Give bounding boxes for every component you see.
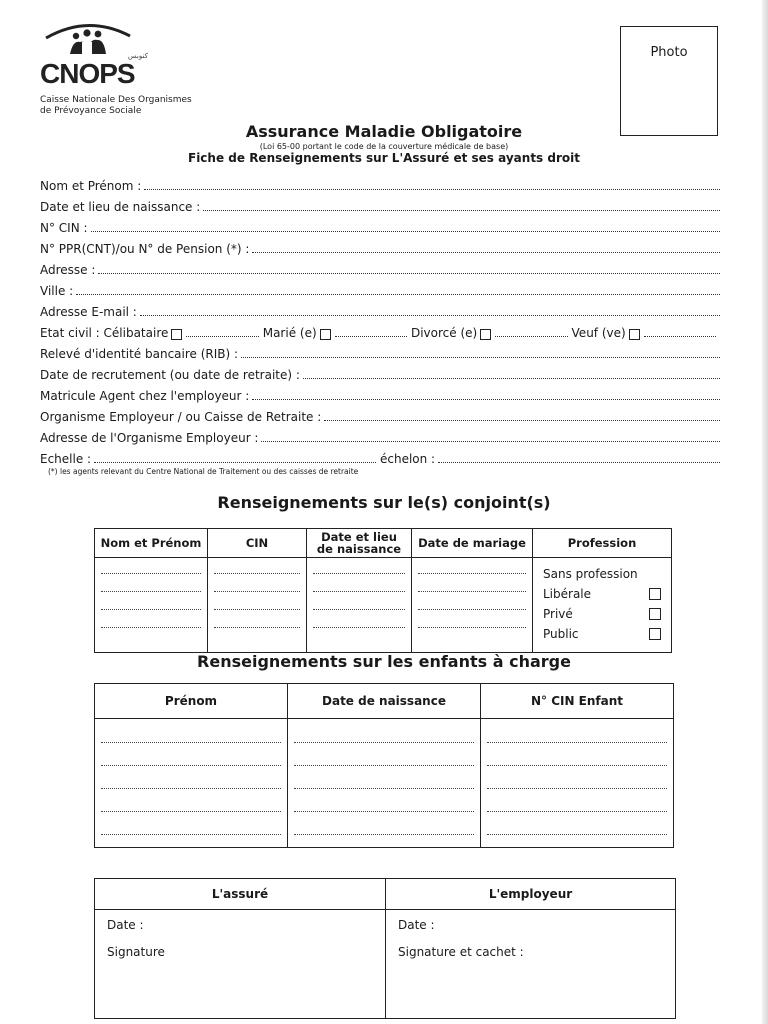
table-header-row [95, 879, 676, 910]
fill-line [335, 336, 407, 337]
fill-line[interactable] [91, 230, 720, 232]
fill-line [418, 608, 526, 610]
fill-line [101, 833, 281, 835]
field-ville[interactable] [40, 277, 720, 298]
field-label: Organisme Employeur / ou Caisse de Retraite : [40, 410, 322, 424]
fill-line [294, 741, 474, 743]
field-label: Relevé d'identité bancaire (RIB) : [40, 347, 239, 361]
field-adresse-organisme[interactable] [40, 424, 720, 445]
profession-label: Sans profession [543, 567, 638, 581]
fill-line[interactable] [140, 314, 720, 316]
photo-box [620, 26, 718, 136]
profession-option[interactable] [543, 584, 663, 604]
profession-label: Public [543, 627, 579, 641]
fill-line [214, 626, 300, 628]
fill-line [487, 833, 667, 835]
field-nom-prenom[interactable] [40, 172, 720, 193]
col-date-lieu-line2: de naissance [316, 542, 402, 556]
fill-line[interactable] [144, 188, 720, 190]
fill-line [313, 590, 405, 592]
fill-line[interactable] [94, 461, 376, 463]
checkbox-liberale[interactable] [649, 588, 661, 600]
checkbox-divorce[interactable] [480, 329, 491, 340]
col-cin-enfant: N° CIN Enfant [481, 684, 674, 719]
civil-widowed-label: Veuf (ve) [571, 326, 626, 340]
fill-line [214, 572, 300, 574]
fill-line [101, 764, 281, 766]
col-prenom: Prénom [95, 684, 288, 719]
logo-family-icon [40, 18, 140, 60]
logo-subtitle-line1: Caisse Nationale Des Organismes [40, 95, 192, 105]
col-nom-prenom: Nom et Prénom [95, 529, 208, 558]
field-cin[interactable] [40, 214, 720, 235]
field-label: Adresse : [40, 263, 96, 277]
fill-line [214, 590, 300, 592]
col-date-lieu-line1: Date et lieu [321, 530, 397, 544]
cell-nom-prenom[interactable] [95, 558, 208, 653]
civil-divorced-label: Divorcé (e) [410, 326, 478, 340]
fill-line [487, 764, 667, 766]
col-profession: Profession [533, 529, 672, 558]
signature-table [94, 878, 676, 1019]
logo-subtitle [40, 95, 192, 117]
logo-arabic-text: ﻛﻨﻮﺑﺲ [128, 52, 148, 60]
enfants-heading: Renseignements sur les enfants à charge [197, 652, 571, 671]
fill-line[interactable] [241, 356, 720, 358]
conjoint-table [94, 528, 672, 653]
field-label: Nom et Prénom : [40, 179, 142, 193]
field-label: N° PPR(CNT)/ou N° de Pension (*) : [40, 242, 250, 256]
table-header-row [95, 529, 672, 558]
fill-line[interactable] [252, 251, 720, 253]
col-date-naissance: Date de naissance [288, 684, 481, 719]
fill-line [644, 336, 716, 337]
checkbox-public[interactable] [649, 628, 661, 640]
field-label: Date de recrutement (ou date de retraite) : [40, 368, 300, 382]
field-organisme-employeur[interactable] [40, 403, 720, 424]
col-date-lieu [307, 529, 412, 558]
checkbox-marie[interactable] [320, 329, 331, 340]
fill-line [186, 336, 258, 337]
cell-prenom[interactable] [95, 719, 288, 848]
logo-subtitle-line2: de Prévoyance Sociale [40, 106, 142, 116]
insured-fields [40, 172, 720, 466]
field-echelle[interactable] [40, 445, 720, 466]
profession-label: Libérale [543, 587, 592, 601]
fill-line [418, 626, 526, 628]
fill-line [101, 608, 201, 610]
fill-line [313, 626, 405, 628]
field-rib[interactable] [40, 340, 720, 361]
echelon-label: échelon : [379, 452, 436, 466]
cell-employeur-signature[interactable] [386, 910, 676, 1019]
cell-date-mariage[interactable] [412, 558, 533, 653]
signature-label: Signature [107, 945, 165, 959]
field-adresse[interactable] [40, 256, 720, 277]
fill-line [418, 590, 526, 592]
cell-date-lieu[interactable] [307, 558, 412, 653]
profession-option[interactable] [543, 604, 663, 624]
footnote: (*) les agents relevant du Centre National de Traitement ou des caisses de retraite [48, 467, 359, 476]
field-label: Matricule Agent chez l'employeur : [40, 389, 250, 403]
profession-option [543, 564, 663, 584]
cell-date-naissance[interactable] [288, 719, 481, 848]
cell-profession [533, 558, 672, 653]
field-etat-civil [40, 319, 720, 340]
fill-line [214, 608, 300, 610]
col-assure: L'assuré [95, 879, 386, 910]
table-row [95, 719, 674, 848]
enfants-table [94, 683, 674, 848]
fill-line[interactable] [252, 398, 720, 400]
form-subtitle: Fiche de Renseignements sur L'Assuré et ses ayants droit [188, 151, 580, 165]
fill-line[interactable] [261, 440, 720, 442]
table-row [95, 558, 672, 653]
fill-line[interactable] [438, 461, 720, 463]
civil-married-label: Marié (e) [262, 326, 317, 340]
field-date-recrutement[interactable] [40, 361, 720, 382]
law-reference: (Loi 65-00 portant le code de la couverture médicale de base) [259, 142, 509, 151]
field-label: Adresse de l'Organisme Employeur : [40, 431, 259, 445]
date-label: Date : [398, 918, 435, 932]
fill-line[interactable] [98, 272, 720, 274]
fill-line[interactable] [303, 377, 720, 379]
photo-label: Photo [650, 45, 688, 60]
fill-line [101, 572, 201, 574]
fill-line [418, 572, 526, 574]
fill-line[interactable] [324, 419, 720, 421]
fill-line [487, 741, 667, 743]
echelle-label: Echelle : [40, 452, 92, 466]
civil-label: Etat civil : Célibataire [40, 326, 169, 340]
date-label: Date : [107, 918, 144, 932]
field-date-lieu-naissance[interactable] [40, 193, 720, 214]
field-label: Ville : [40, 284, 74, 298]
fill-line[interactable] [203, 209, 720, 211]
cell-cin[interactable] [208, 558, 307, 653]
form-title: Assurance Maladie Obligatoire [245, 122, 523, 141]
logo-wordmark: CNOPS [40, 58, 135, 89]
field-label: Adresse E-mail : [40, 305, 137, 319]
field-ppr-pension[interactable] [40, 235, 720, 256]
fill-line [313, 608, 405, 610]
field-label: N° CIN : [40, 221, 88, 235]
field-email[interactable] [40, 298, 720, 319]
cnops-logo [40, 18, 210, 116]
table-header-row [95, 684, 674, 719]
conjoint-heading: Renseignements sur le(s) conjoint(s) [217, 493, 551, 512]
profession-label: Privé [543, 607, 573, 621]
col-cin: CIN [208, 529, 307, 558]
checkbox-prive[interactable] [649, 608, 661, 620]
fill-line [101, 590, 201, 592]
fill-line [313, 572, 405, 574]
fill-line[interactable] [76, 293, 720, 295]
cell-cin-enfant[interactable] [481, 719, 674, 848]
fill-line [101, 787, 281, 789]
fill-line [294, 810, 474, 812]
fill-line [495, 336, 567, 337]
fill-line [101, 810, 281, 812]
fill-line [294, 787, 474, 789]
field-matricule[interactable] [40, 382, 720, 403]
cell-assure-signature[interactable] [95, 910, 386, 1019]
fill-line [294, 833, 474, 835]
fill-line [101, 626, 201, 628]
checkbox-veuf[interactable] [629, 329, 640, 340]
checkbox-celibataire[interactable] [171, 329, 182, 340]
signature-cachet-label: Signature et cachet : [398, 945, 524, 959]
table-row [95, 910, 676, 1019]
col-employeur: L'employeur [386, 879, 676, 910]
fill-line [294, 764, 474, 766]
fill-line [487, 787, 667, 789]
profession-option[interactable] [543, 624, 663, 644]
fill-line [101, 741, 281, 743]
col-date-mariage: Date de mariage [412, 529, 533, 558]
fill-line [487, 810, 667, 812]
field-label: Date et lieu de naissance : [40, 200, 201, 214]
